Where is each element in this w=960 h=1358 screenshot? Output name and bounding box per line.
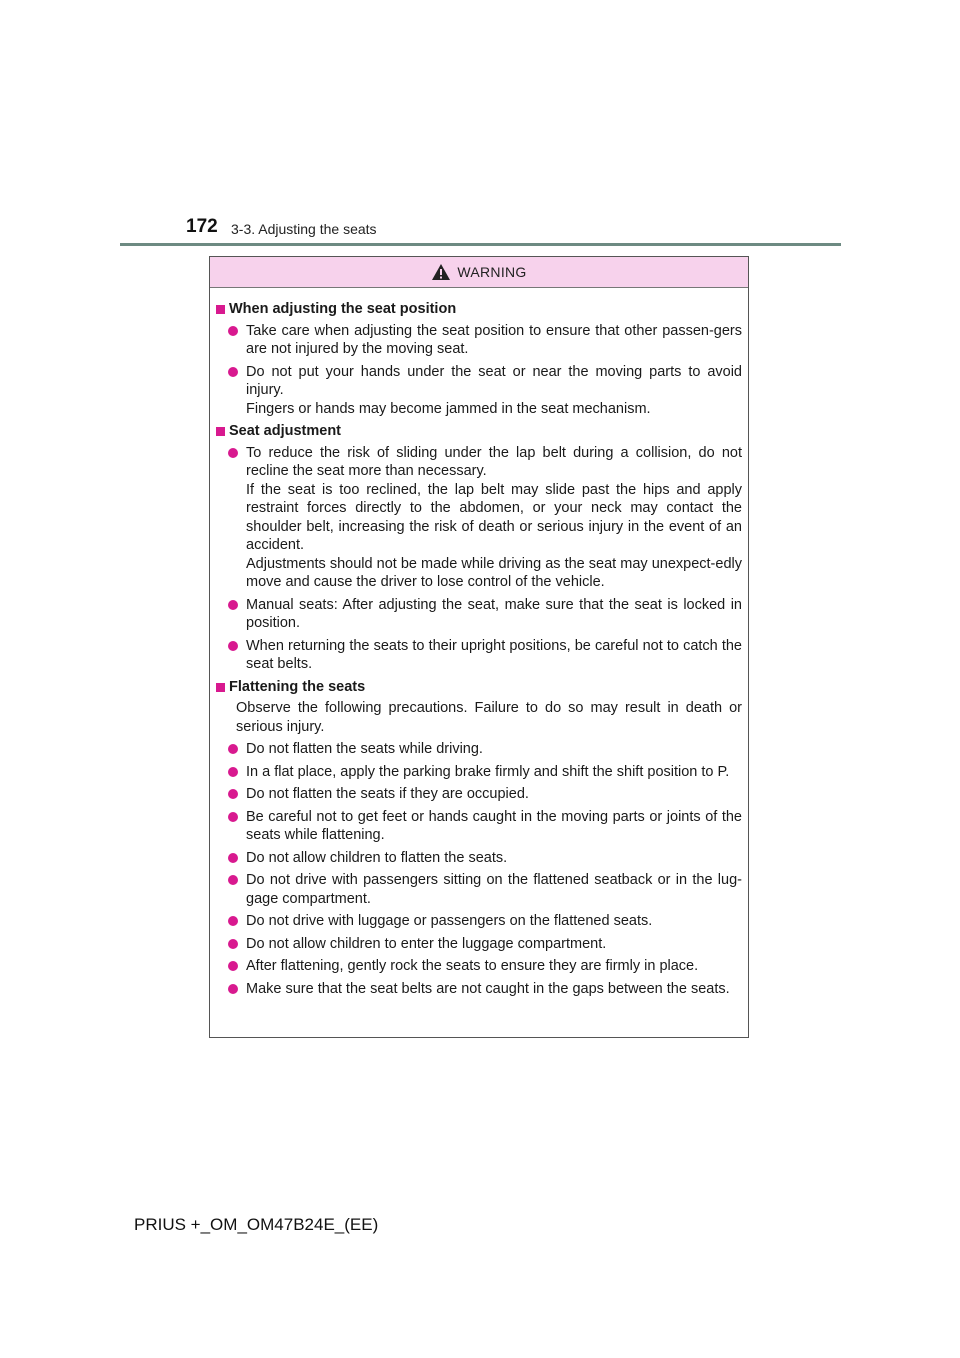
- circle-bullet-icon: [228, 916, 238, 926]
- bullet-item: [228, 935, 742, 954]
- square-bullet-icon: [216, 305, 225, 314]
- bullet-text: [246, 980, 742, 999]
- warning-body: [210, 288, 748, 998]
- bullet-text: [246, 912, 742, 931]
- circle-bullet-icon: [228, 767, 238, 777]
- square-bullet-icon: [216, 427, 225, 436]
- bullet-item: [228, 637, 742, 674]
- circle-bullet-icon: [228, 961, 238, 971]
- bullet-item: [228, 444, 742, 592]
- bullet-item: [228, 740, 742, 759]
- bullet-text: [246, 871, 742, 908]
- bullet-paragraph: Do not flatten the seats while driving.: [246, 741, 483, 757]
- bullet-text: [246, 957, 742, 976]
- bullet-paragraph: Manual seats: After adjusting the seat, make sure that the seat is locked in position.: [246, 596, 742, 631]
- bullet-paragraph: Do not drive with passengers sitting on the flattened seatback or in the lug-gage compartment.: [246, 872, 742, 907]
- bullet-paragraph: In a flat place, apply the parking brake firmly and shift the shift position to P.: [246, 763, 730, 780]
- bullet-paragraph: Do not drive with luggage or passengers on the flattened seats.: [246, 913, 653, 929]
- warning-header: [210, 257, 748, 288]
- bullet-item: [228, 980, 742, 999]
- circle-bullet-icon: [228, 600, 238, 610]
- bullet-item: [228, 871, 742, 908]
- bullet-text: [246, 935, 742, 954]
- bullet-item: [228, 808, 742, 845]
- bullet-paragraph: Take care when adjusting the seat position to ensure that other passen-gers are not injured by the moving seat.: [246, 322, 742, 357]
- bullet-text: [246, 637, 742, 674]
- section-heading: [216, 678, 742, 697]
- circle-bullet-icon: [228, 448, 238, 458]
- bullet-text: [246, 763, 742, 782]
- section-heading: [216, 422, 742, 441]
- document-code: PRIUS +_OM_OM47B24E_(EE): [134, 1215, 379, 1234]
- page-number: 172: [186, 216, 218, 237]
- circle-bullet-icon: [228, 744, 238, 754]
- bullet-paragraph: Make sure that the seat belts are not caught in the gaps between the seats.: [246, 980, 730, 997]
- bullet-item: [228, 912, 742, 931]
- warning-label: WARNING: [457, 264, 527, 280]
- bullet-paragraph: Do not flatten the seats if they are occupied.: [246, 786, 529, 802]
- bullet-item: [228, 763, 742, 782]
- bullet-text: [246, 740, 742, 759]
- circle-bullet-icon: [228, 641, 238, 651]
- bullet-item: [228, 849, 742, 868]
- bullet-text: [246, 596, 742, 633]
- section-heading-text: When adjusting the seat position: [229, 301, 457, 317]
- section-heading-text: Flattening the seats: [229, 678, 366, 695]
- bullet-text: [246, 849, 742, 868]
- bullet-item: [228, 957, 742, 976]
- bullet-paragraph: Fingers or hands may become jammed in the seat mechanism.: [246, 400, 651, 417]
- bullet-text: [246, 808, 742, 845]
- circle-bullet-icon: [228, 326, 238, 336]
- bullet-paragraph: Do not put your hands under the seat or near the moving parts to avoid injury.: [246, 363, 742, 398]
- warning-triangle-icon: [431, 263, 451, 281]
- circle-bullet-icon: [228, 875, 238, 885]
- bullet-item: [228, 785, 742, 804]
- bullet-paragraph: Do not allow children to enter the luggage compartment.: [246, 935, 607, 952]
- circle-bullet-icon: [228, 367, 238, 377]
- section-intro: Observe the following precautions. Failure to do so may result in death or serious injury.: [236, 700, 742, 735]
- bullet-paragraph: Do not allow children to flatten the seats.: [246, 849, 508, 866]
- header-divider: [120, 243, 841, 246]
- bullet-text: [246, 444, 742, 592]
- circle-bullet-icon: [228, 853, 238, 863]
- section-title: 3-3. Adjusting the seats: [231, 221, 377, 237]
- bullet-item: [228, 363, 742, 419]
- warning-box: [209, 256, 749, 1038]
- bullet-item: [228, 596, 742, 633]
- bullet-paragraph: If the seat is too reclined, the lap belt may slide past the hips and apply restraint forces directly to the abdomen, or your neck may contact the shoulder belt, increasing the risk of death or serious injury in the event of an accident.: [246, 481, 742, 553]
- circle-bullet-icon: [228, 812, 238, 822]
- bullet-paragraph: Adjustments should not be made while driving as the seat may unexpect-edly move and cause the driver to lose control of the vehicle.: [246, 555, 742, 590]
- bullet-text: [246, 322, 742, 359]
- bullet-paragraph: After flattening, gently rock the seats to ensure they are firmly in place.: [246, 958, 699, 974]
- bullet-item: [228, 322, 742, 359]
- bullet-paragraph: Be careful not to get feet or hands caught in the moving parts or joints of the seats while flattening.: [246, 808, 742, 843]
- circle-bullet-icon: [228, 939, 238, 949]
- bullet-paragraph: When returning the seats to their upright positions, be careful not to catch the seat belts.: [246, 637, 742, 672]
- bullet-paragraph: To reduce the risk of sliding under the lap belt during a collision, do not recline the seat more than necessary.: [246, 444, 742, 479]
- bullet-text: [246, 785, 742, 804]
- circle-bullet-icon: [228, 789, 238, 799]
- circle-bullet-icon: [228, 984, 238, 994]
- section-heading: [216, 300, 742, 319]
- section-heading-text: Seat adjustment: [229, 423, 341, 439]
- square-bullet-icon: [216, 683, 225, 692]
- bullet-text: [246, 363, 742, 419]
